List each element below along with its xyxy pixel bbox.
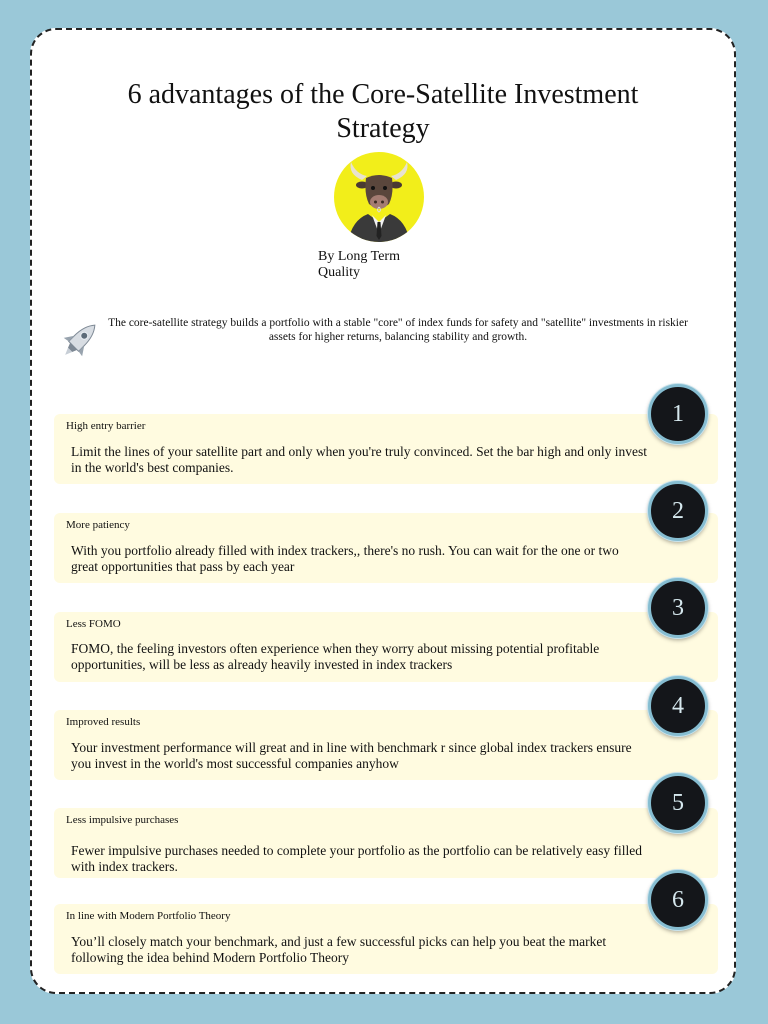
advantage-panel-5 (54, 808, 718, 878)
advantage-text: FOMO, the feeling investors often experience when they worry about missing potential profitable opportunities, will be less as already heavily invested in index trackers (71, 641, 600, 672)
advantage-text: Limit the lines of your satellite part and only when you're truly convinced. Set the bar high and only invest in the world's best companies. (71, 444, 648, 475)
intro-text: The core-satellite strategy builds a portfolio with a stable "core" of index funds for safety and "satellite" investments in riskier assets for higher returns, balancing stability and growth. (108, 317, 688, 343)
bull-in-suit-icon (334, 152, 424, 242)
advantage-panel-3 (54, 612, 718, 682)
advantage-label: High entry barrier (66, 420, 146, 432)
advantage-text: Fewer impulsive purchases needed to complete your portfolio as the portfolio can be relatively easy filled with index trackers. (71, 843, 642, 874)
number-badge-2: 2 (648, 481, 708, 541)
author-byline: By Long Term Quality (318, 249, 400, 280)
advantage-panel-2 (54, 513, 718, 583)
number-badge-6: 6 (648, 870, 708, 930)
advantage-label: Less impulsive purchases (66, 814, 179, 826)
advantage-panel-1 (54, 414, 718, 484)
advantage-label: Less FOMO (66, 618, 121, 630)
advantage-text: Your investment performance will great and in line with benchmark r since global index trackers ensure you invest in the world's most successful companies anyhow (71, 740, 632, 771)
infographic-card (30, 28, 736, 994)
number-badge-1: 1 (648, 384, 708, 444)
advantage-label: In line with Modern Portfolio Theory (66, 910, 231, 922)
advantage-text: With you portfolio already filled with index trackers,, there's no rush. You can wait for the one or two great opportunities that pass by each year (71, 543, 619, 574)
rocket-icon (56, 317, 104, 363)
number-badge-3: 3 (648, 578, 708, 638)
advantage-panel-4 (54, 710, 718, 780)
page-title: 6 advantages of the Core-Satellite Investment Strategy (127, 79, 639, 144)
number-badge-4: 4 (648, 676, 708, 736)
advantage-panel-6 (54, 904, 718, 974)
advantage-label: Improved results (66, 716, 141, 728)
number-badge-5: 5 (648, 773, 708, 833)
advantage-label: More patiency (66, 519, 130, 531)
advantage-text: You’ll closely match your benchmark, and just a few successful picks can help you beat the market following the idea behind Modern Portfolio Theory (71, 934, 607, 965)
